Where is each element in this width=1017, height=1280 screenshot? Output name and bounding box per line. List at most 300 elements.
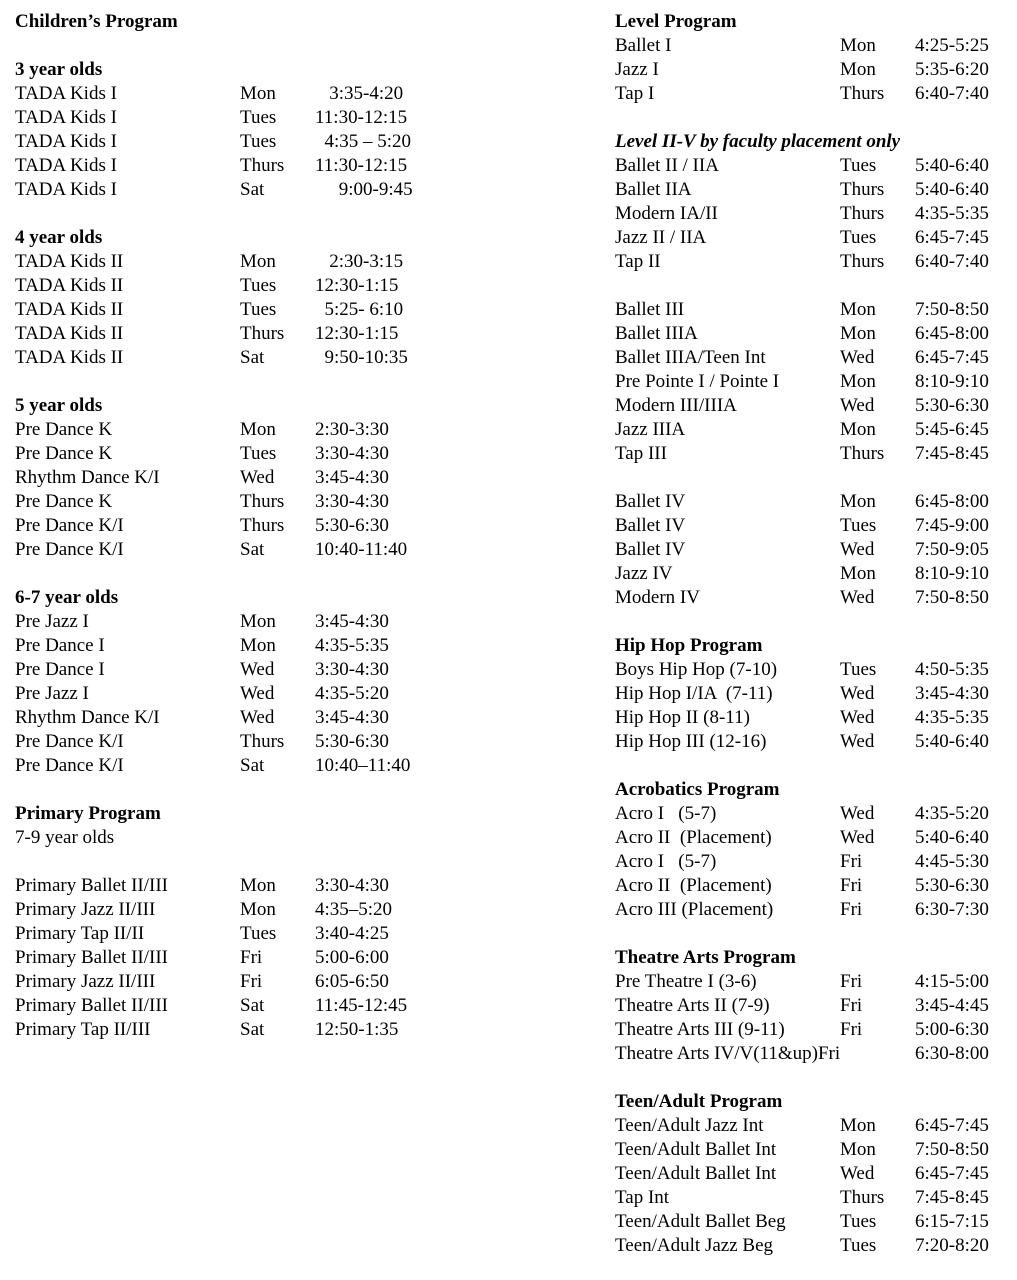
schedule-row — [15, 874, 455, 898]
class-time: 6:40-7:40 — [915, 251, 989, 272]
class-time: 6:45-7:45 — [915, 1115, 989, 1136]
class-time: 5:30-6:30 — [915, 875, 989, 896]
schedule-row — [615, 1210, 1010, 1234]
class-name: Acro I (5-7) — [615, 803, 717, 824]
class-time: 3:45-4:30 — [315, 707, 389, 728]
schedule-row — [15, 610, 455, 634]
class-name: Acro II (Placement) — [615, 827, 772, 848]
class-name: Pre Dance I — [15, 659, 105, 680]
schedule-row — [15, 538, 455, 562]
class-time: 4:50-5:35 — [915, 659, 989, 680]
schedule-row — [15, 130, 455, 154]
class-day: Wed — [840, 539, 875, 560]
schedule-row — [15, 298, 455, 322]
class-name: Ballet III — [615, 299, 685, 320]
schedule-row — [615, 802, 1010, 826]
class-day: Mon — [840, 323, 876, 344]
schedule-row — [615, 1234, 1010, 1258]
class-day: Thurs — [240, 731, 285, 752]
class-time: 5:45-6:45 — [915, 419, 989, 440]
class-time: 3:30-4:30 — [315, 491, 389, 512]
class-time: 6:40-7:40 — [915, 83, 989, 104]
schedule-row — [15, 514, 455, 538]
class-time: 7:50-8:50 — [915, 299, 989, 320]
class-day: Wed — [840, 395, 875, 416]
class-time: 4:35 – 5:20 — [315, 131, 412, 152]
class-time: 5:40-6:40 — [915, 731, 989, 752]
class-time: 4:35-5:35 — [915, 707, 989, 728]
class-name: Ballet IIIA/Teen Int — [615, 347, 766, 368]
section-heading: 6-7 year olds — [15, 587, 119, 608]
class-time: 6:45-7:45 — [915, 347, 989, 368]
class-day: Thurs — [240, 515, 285, 536]
spacer — [615, 106, 1010, 130]
class-day: Thurs — [840, 179, 885, 200]
class-day: Mon — [840, 371, 876, 392]
class-day: Thurs — [240, 155, 285, 176]
class-day: Mon — [840, 563, 876, 584]
schedule-row — [15, 466, 455, 490]
class-name: Teen/Adult Ballet Int — [615, 1139, 777, 1160]
schedule-row — [615, 874, 1010, 898]
class-day: Mon — [240, 635, 276, 656]
class-name: Hip Hop II (8-11) — [615, 707, 750, 728]
class-day: Fri — [840, 1019, 863, 1040]
spacer — [615, 466, 1010, 490]
class-name: Primary Ballet II/III — [15, 875, 169, 896]
class-day: Mon — [840, 1115, 876, 1136]
class-name: Modern IA/II — [615, 203, 718, 224]
schedule-row — [15, 922, 455, 946]
class-name: Acro III (Placement) — [615, 899, 774, 920]
class-day: Wed — [840, 587, 875, 608]
section-heading: Level Program — [615, 11, 737, 32]
class-day: Tues — [240, 275, 277, 296]
schedule-row — [15, 1018, 455, 1042]
class-time: 5:30-6:30 — [315, 731, 389, 752]
section-heading: 5 year olds — [15, 395, 103, 416]
class-day: Wed — [840, 347, 875, 368]
class-time: 3:30-4:30 — [315, 443, 389, 464]
spacer — [615, 610, 1010, 634]
schedule-row — [615, 58, 1010, 82]
schedule-row — [615, 658, 1010, 682]
class-day: Mon — [240, 83, 276, 104]
class-time: 3:45-4:30 — [315, 467, 389, 488]
class-time: 4:35-5:35 — [315, 635, 389, 656]
left-column — [15, 10, 455, 1042]
class-time: 5:00-6:00 — [315, 947, 389, 968]
class-day: Tues — [240, 299, 277, 320]
class-time: 12:30-1:15 — [315, 275, 399, 296]
class-time: 5:00-6:30 — [915, 1019, 989, 1040]
class-time: 7:50-8:50 — [915, 1139, 989, 1160]
schedule-row — [15, 106, 455, 130]
class-name: Ballet I — [615, 35, 672, 56]
class-time: 6:45-7:45 — [915, 227, 989, 248]
class-time: 7:50-8:50 — [915, 587, 989, 608]
class-name: Teen/Adult Jazz Beg — [615, 1235, 774, 1256]
class-day: Tues — [840, 1211, 877, 1232]
class-name: Ballet IV — [615, 515, 686, 536]
spacer — [15, 850, 455, 874]
class-time: 2:30-3:15 — [315, 251, 404, 272]
class-day: Thurs — [240, 491, 285, 512]
schedule-row — [615, 82, 1010, 106]
class-day: Mon — [240, 611, 276, 632]
class-time: 5:40-6:40 — [915, 827, 989, 848]
class-day: Fri — [840, 971, 863, 992]
class-day: Thurs — [840, 1187, 885, 1208]
class-day: Wed — [240, 707, 275, 728]
schedule-row — [15, 178, 455, 202]
class-day: Mon — [840, 1139, 876, 1160]
class-day: Wed — [840, 1163, 875, 1184]
spacer — [615, 274, 1010, 298]
section-heading: Children’s Program — [15, 11, 178, 32]
class-time: 6:05-6:50 — [315, 971, 389, 992]
spacer — [15, 370, 455, 394]
class-day: Sat — [240, 995, 265, 1016]
class-name: Pre Dance K — [15, 443, 113, 464]
schedule-row — [615, 1018, 1010, 1042]
schedule-row — [15, 490, 455, 514]
class-time: 6:30-8:00 — [915, 1043, 989, 1064]
class-day: Tues — [240, 443, 277, 464]
schedule-row — [15, 706, 455, 730]
schedule-row — [615, 898, 1010, 922]
class-name: Jazz IIIA — [615, 419, 686, 440]
class-day: Tues — [840, 227, 877, 248]
class-time: 9:50-10:35 — [315, 347, 408, 368]
class-day: Wed — [840, 731, 875, 752]
class-name: Acro I (5-7) — [615, 851, 717, 872]
class-time: 5:25- 6:10 — [315, 299, 404, 320]
class-name: Boys Hip Hop (7-10) — [615, 659, 778, 680]
schedule-row — [615, 514, 1010, 538]
class-name: Jazz IV — [615, 563, 673, 584]
class-name: Ballet IV — [615, 491, 686, 512]
class-day: Thurs — [240, 323, 285, 344]
class-name: Pre Dance I — [15, 635, 105, 656]
class-name: Primary Ballet II/III — [15, 995, 169, 1016]
class-name: TADA Kids I — [15, 131, 117, 152]
schedule-row — [615, 730, 1010, 754]
schedule-row — [15, 82, 455, 106]
class-name: TADA Kids I — [15, 155, 117, 176]
schedule-row — [15, 994, 455, 1018]
spacer — [15, 778, 455, 802]
class-name: Modern III/IIIA — [615, 395, 737, 416]
schedule-row — [615, 1162, 1010, 1186]
class-time: 8:10-9:10 — [915, 563, 989, 584]
class-name: Pre Dance K/I — [15, 515, 124, 536]
schedule-row — [615, 538, 1010, 562]
class-name: Pre Dance K — [15, 491, 113, 512]
class-day: Sat — [240, 347, 265, 368]
class-time: 9:00-9:45 — [315, 179, 413, 200]
class-time: 3:40-4:25 — [315, 923, 389, 944]
class-day: Thurs — [840, 443, 885, 464]
schedule-row — [615, 202, 1010, 226]
class-time: 7:45-8:45 — [915, 443, 989, 464]
spacer — [615, 922, 1010, 946]
class-name: Jazz II / IIA — [615, 227, 707, 248]
class-name: Primary Jazz II/III — [15, 899, 156, 920]
schedule-row — [615, 490, 1010, 514]
class-time: 7:45-8:45 — [915, 1187, 989, 1208]
schedule-row — [615, 706, 1010, 730]
class-day: Thurs — [840, 203, 885, 224]
class-name: Teen/Adult Ballet Beg — [615, 1211, 786, 1232]
schedule-row — [615, 682, 1010, 706]
class-day: Mon — [840, 35, 876, 56]
schedule-row — [615, 586, 1010, 610]
class-time: 6:45-8:00 — [915, 323, 989, 344]
class-name: Pre Theatre I (3-6) — [615, 971, 757, 992]
section-heading: Teen/Adult Program — [615, 1091, 783, 1112]
schedule-row — [615, 1186, 1010, 1210]
class-time: 11:30-12:15 — [315, 155, 408, 176]
class-time: 5:30-6:30 — [915, 395, 989, 416]
class-name: Primary Ballet II/III — [15, 947, 169, 968]
class-day: Tues — [840, 659, 877, 680]
schedule-row — [15, 322, 455, 346]
class-name: Hip Hop I/IA (7-11) — [615, 683, 773, 704]
schedule-row — [15, 730, 455, 754]
class-time: 11:45-12:45 — [315, 995, 408, 1016]
schedule-row — [615, 226, 1010, 250]
schedule-row — [15, 946, 455, 970]
class-time: 4:35-5:20 — [315, 683, 389, 704]
spacer — [15, 202, 455, 226]
class-name: Theatre Arts III (9-11) — [615, 1019, 785, 1040]
class-name: Modern IV — [615, 587, 700, 608]
schedule-row — [15, 754, 455, 778]
schedule-row — [15, 274, 455, 298]
class-name: Primary Tap II/III — [15, 1019, 151, 1040]
section-heading: Primary Program — [15, 803, 161, 824]
class-time: 7:45-9:00 — [915, 515, 989, 536]
class-time: 3:45-4:30 — [315, 611, 389, 632]
class-name: Tap I — [615, 83, 655, 104]
class-time: 8:10-9:10 — [915, 371, 989, 392]
schedule-row — [615, 442, 1010, 466]
schedule-row — [15, 250, 455, 274]
section-heading: 3 year olds — [15, 59, 103, 80]
section-heading: Level II-V by faculty placement only — [615, 131, 901, 152]
class-name: Rhythm Dance K/I — [15, 707, 160, 728]
class-name: Teen/Adult Jazz Int — [615, 1115, 764, 1136]
class-day: Mon — [240, 419, 276, 440]
class-name: TADA Kids I — [15, 179, 117, 200]
schedule-row — [615, 250, 1010, 274]
class-name: Teen/Adult Ballet Int — [615, 1163, 777, 1184]
class-day: Fri — [840, 875, 863, 896]
class-day: Thurs — [840, 251, 885, 272]
class-day: Tues — [840, 515, 877, 536]
class-day: Fri — [240, 971, 263, 992]
class-name: Ballet IV — [615, 539, 686, 560]
class-day: Fri — [840, 899, 863, 920]
class-day: Wed — [840, 827, 875, 848]
right-column — [615, 10, 1010, 1258]
spacer — [15, 34, 455, 58]
class-day: Fri — [240, 947, 263, 968]
class-time: 6:30-7:30 — [915, 899, 989, 920]
schedule-row — [15, 418, 455, 442]
schedule-row — [615, 418, 1010, 442]
class-name: TADA Kids II — [15, 299, 124, 320]
subheading-text: 7-9 year olds — [15, 827, 115, 848]
class-time: 11:30-12:15 — [315, 107, 408, 128]
class-day: Sat — [240, 539, 265, 560]
section-heading: Theatre Arts Program — [615, 947, 796, 968]
schedule-row — [15, 442, 455, 466]
class-time: 5:35-6:20 — [915, 59, 989, 80]
class-name: Ballet IIIA — [615, 323, 698, 344]
class-day: Mon — [240, 899, 276, 920]
class-day: Sat — [240, 1019, 265, 1040]
schedule-row — [615, 346, 1010, 370]
class-time: 4:35-5:20 — [915, 803, 989, 824]
schedule-row — [615, 970, 1010, 994]
class-day: Sat — [240, 179, 265, 200]
class-time: 2:30-3:30 — [315, 419, 389, 440]
schedule-row — [615, 178, 1010, 202]
class-time: 3:35-4:20 — [315, 83, 404, 104]
class-day: Wed — [840, 707, 875, 728]
class-time: 5:40-6:40 — [915, 155, 989, 176]
class-time: 5:40-6:40 — [915, 179, 989, 200]
schedule-row — [615, 322, 1010, 346]
class-name: Jazz I — [615, 59, 659, 80]
class-day: Wed — [840, 683, 875, 704]
class-day: Tues — [240, 923, 277, 944]
class-day: Tues — [240, 107, 277, 128]
class-day: Mon — [840, 59, 876, 80]
class-day: Mon — [240, 875, 276, 896]
class-time: 3:30-4:30 — [315, 875, 389, 896]
class-time: 3:45-4:30 — [915, 683, 989, 704]
schedule-row — [15, 970, 455, 994]
class-name: Pre Jazz I — [15, 683, 89, 704]
class-name: TADA Kids II — [15, 323, 124, 344]
class-name: Tap Int — [615, 1187, 670, 1208]
class-name: Theatre Arts IV/V(11&up)Fri — [615, 1043, 841, 1064]
class-name: TADA Kids II — [15, 275, 124, 296]
class-name: Tap II — [615, 251, 661, 272]
class-time: 7:20-8:20 — [915, 1235, 989, 1256]
class-time: 4:35–5:20 — [315, 899, 393, 920]
section-heading: Hip Hop Program — [615, 635, 763, 656]
schedule-row — [15, 346, 455, 370]
class-day: Wed — [840, 803, 875, 824]
class-name: Hip Hop III (12-16) — [615, 731, 767, 752]
schedule-row — [15, 154, 455, 178]
section-heading: Acrobatics Program — [615, 779, 780, 800]
spacer — [615, 1066, 1010, 1090]
class-name: Pre Dance K — [15, 419, 113, 440]
class-day: Mon — [840, 419, 876, 440]
class-time: 10:40–11:40 — [315, 755, 411, 776]
section-heading: 4 year olds — [15, 227, 103, 248]
class-day: Thurs — [840, 83, 885, 104]
class-name: TADA Kids I — [15, 107, 117, 128]
class-time: 6:45-7:45 — [915, 1163, 989, 1184]
schedule-row — [615, 826, 1010, 850]
schedule-row — [615, 1138, 1010, 1162]
schedule-row — [615, 994, 1010, 1018]
class-time: 4:35-5:35 — [915, 203, 989, 224]
class-time: 12:50-1:35 — [315, 1019, 399, 1040]
schedule-row — [615, 1042, 1010, 1066]
schedule-row — [615, 394, 1010, 418]
class-day: Fri — [840, 995, 863, 1016]
class-name: Rhythm Dance K/I — [15, 467, 160, 488]
spacer — [15, 562, 455, 586]
class-day: Wed — [240, 467, 275, 488]
class-name: Primary Jazz II/III — [15, 971, 156, 992]
class-day: Tues — [840, 155, 877, 176]
class-time: 5:30-6:30 — [315, 515, 389, 536]
class-time: 3:45-4:45 — [915, 995, 989, 1016]
class-day: Mon — [240, 251, 276, 272]
schedule-row — [15, 658, 455, 682]
class-day: Wed — [240, 659, 275, 680]
class-time: 10:40-11:40 — [315, 539, 408, 560]
schedule-row — [615, 298, 1010, 322]
schedule-row — [615, 154, 1010, 178]
class-time: 7:50-9:05 — [915, 539, 989, 560]
class-name: Ballet II / IIA — [615, 155, 719, 176]
class-time: 4:15-5:00 — [915, 971, 989, 992]
class-name: Primary Tap II/II — [15, 923, 145, 944]
spacer — [615, 754, 1010, 778]
class-day: Mon — [840, 491, 876, 512]
class-day: Tues — [240, 131, 277, 152]
class-time: 6:15-7:15 — [915, 1211, 989, 1232]
class-day: Fri — [840, 851, 863, 872]
class-day: Tues — [840, 1235, 877, 1256]
class-name: Pre Jazz I — [15, 611, 89, 632]
class-name: Pre Dance K/I — [15, 731, 124, 752]
class-name: Pre Dance K/I — [15, 539, 124, 560]
schedule-row — [15, 898, 455, 922]
class-day: Sat — [240, 755, 265, 776]
class-time: 4:45-5:30 — [915, 851, 989, 872]
class-day: Wed — [240, 683, 275, 704]
class-name: TADA Kids II — [15, 251, 124, 272]
schedule-row — [615, 34, 1010, 58]
class-name: Pre Dance K/I — [15, 755, 124, 776]
class-time: 6:45-8:00 — [915, 491, 989, 512]
class-name: Pre Pointe I / Pointe I — [615, 371, 780, 392]
class-name: Tap III — [615, 443, 667, 464]
class-name: TADA Kids II — [15, 347, 124, 368]
class-time: 3:30-4:30 — [315, 659, 389, 680]
schedule-row — [15, 682, 455, 706]
class-time: 4:25-5:25 — [915, 35, 989, 56]
class-name: Theatre Arts II (7-9) — [615, 995, 770, 1016]
schedule-row — [615, 562, 1010, 586]
class-name: TADA Kids I — [15, 83, 117, 104]
class-time: 12:30-1:15 — [315, 323, 399, 344]
schedule-row — [615, 1114, 1010, 1138]
schedule-row — [615, 370, 1010, 394]
class-name: Ballet IIA — [615, 179, 692, 200]
schedule-row — [15, 634, 455, 658]
